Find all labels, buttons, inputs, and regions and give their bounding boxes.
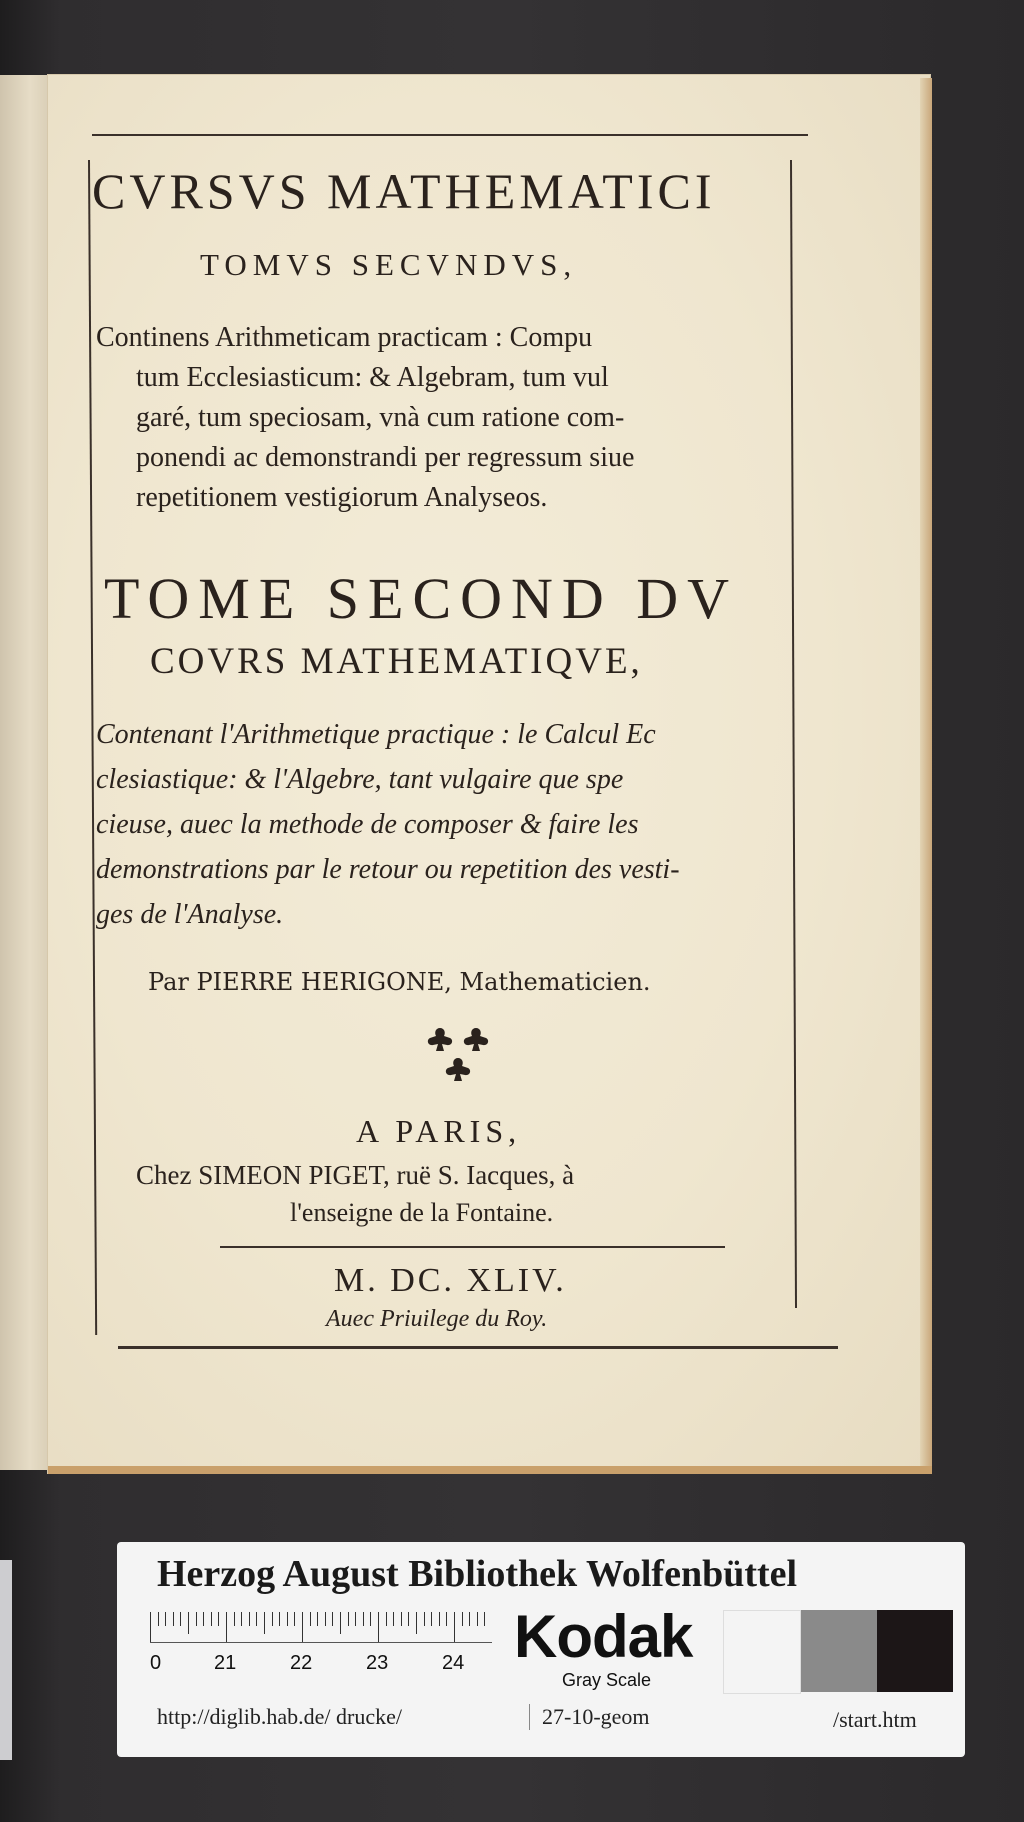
shelfmark-code: 27-10-geom — [529, 1704, 650, 1730]
source-url-suffix: /start.htm — [833, 1707, 917, 1732]
french-line: Contenant l'Arithmetique practique : le Calcul Ec — [96, 719, 656, 750]
ruler-tick — [408, 1612, 409, 1626]
swatch-white — [723, 1610, 801, 1694]
ruler-tick — [226, 1612, 227, 1642]
library-name: Herzog August Bibliothek Wolfenbüttel — [157, 1553, 798, 1595]
ruler-number: 0 — [150, 1652, 162, 1674]
ruler-number: 24 — [442, 1652, 465, 1674]
ruler-tick — [272, 1612, 273, 1626]
ruler-tick — [188, 1612, 189, 1634]
ruler-tick — [279, 1612, 280, 1626]
imprint-rule — [220, 1246, 725, 1248]
latin-description — [96, 318, 796, 518]
ruler-tick — [218, 1612, 219, 1626]
ruler-tick — [173, 1612, 174, 1626]
ruler-tick — [378, 1612, 379, 1642]
ruler-tick — [294, 1612, 295, 1626]
ruler-tick — [332, 1612, 333, 1626]
ruler-number: 23 — [366, 1652, 389, 1674]
imprint-date: M. DC. XLIV. — [334, 1262, 567, 1299]
french-line: ges de l'Analyse. — [96, 899, 284, 930]
gray-swatches — [723, 1610, 953, 1692]
french-subtitle: COVRS MATHEMATIQVE, — [150, 641, 643, 682]
ruler-tick — [249, 1612, 250, 1626]
ruler-tick — [310, 1612, 311, 1626]
french-description — [96, 712, 796, 937]
source-url: http://diglib.hab.de/ drucke/ — [157, 1704, 403, 1729]
ruler-tick — [393, 1612, 394, 1626]
latin-line: ponendi ac demonstrandi per regressum siue — [136, 442, 635, 473]
author-line: Par PIERRE HERIGONE, Mathematicien. — [148, 968, 651, 996]
fleuron-ornament-icon — [420, 1020, 500, 1090]
latin-volume: TOMVS SECVNDVS, — [200, 247, 578, 282]
ruler-tick — [416, 1612, 417, 1634]
ruler-tick — [180, 1612, 181, 1626]
latin-line: tum Ecclesiasticum: & Algebram, tum vul — [136, 362, 609, 393]
imprint-printer: Chez SIMEON PIGET, ruë S. Iacques, à — [136, 1160, 575, 1190]
ruler-tick — [386, 1612, 387, 1626]
gray-scale-label: Gray Scale — [562, 1670, 652, 1690]
swatch-black — [877, 1610, 953, 1692]
page-fore-edge — [920, 78, 932, 1473]
ruler-tick — [348, 1612, 349, 1626]
ruler-tick — [363, 1612, 364, 1626]
top-rule — [92, 134, 808, 136]
ruler-tick — [196, 1612, 197, 1626]
ruler-tick — [302, 1612, 303, 1642]
latin-line: repetitionem vestigiorum Analyseos. — [136, 482, 548, 513]
ruler-tick — [158, 1612, 159, 1626]
ruler-tick — [325, 1612, 326, 1626]
ruler-tick — [264, 1612, 265, 1634]
ruler-baseline — [150, 1642, 492, 1643]
swatch-gray — [801, 1610, 877, 1692]
ruler-tick — [424, 1612, 425, 1626]
adjacent-leaf-edge — [0, 75, 52, 1470]
french-title: TOME SECOND DV — [104, 566, 739, 631]
french-line: clesiastique: & l'Algebre, tant vulgaire que spe — [96, 764, 624, 795]
ruler-tick — [454, 1612, 455, 1642]
ruler-tick — [446, 1612, 447, 1626]
ruler-tick — [241, 1612, 242, 1626]
ruler-tick — [370, 1612, 371, 1626]
ruler-number: 21 — [214, 1652, 237, 1674]
ruler-tick — [234, 1612, 235, 1626]
french-line: demonstrations par le retour ou repetition des vesti- — [96, 854, 680, 885]
page-bottom-edge — [48, 1466, 932, 1474]
latin-line: garé, tum speciosam, vnà cum ratione com- — [136, 402, 625, 433]
ruler-tick — [469, 1612, 470, 1626]
ruler-tick — [150, 1612, 151, 1642]
ruler-tick — [287, 1612, 288, 1626]
ruler-tick — [340, 1612, 341, 1634]
latin-title: CVRSVS MATHEMATICI — [92, 163, 716, 219]
ruler-tick — [401, 1612, 402, 1626]
color-target-card — [117, 1542, 965, 1757]
ruler-tick — [165, 1612, 166, 1626]
imprint-sign: l'enseigne de la Fontaine. — [290, 1198, 554, 1227]
ruler-tick — [462, 1612, 463, 1626]
ruler-tick — [484, 1612, 485, 1626]
ruler-tick — [317, 1612, 318, 1626]
scale-ruler — [150, 1612, 492, 1674]
adjacent-card-edge — [0, 1560, 12, 1760]
ruler-number: 22 — [290, 1652, 313, 1674]
ruler-tick — [439, 1612, 440, 1626]
ruler-tick — [203, 1612, 204, 1626]
latin-line: Continens Arithmeticam practicam : Compu — [96, 322, 593, 353]
imprint-place: A PARIS, — [356, 1113, 522, 1149]
bottom-rule — [118, 1346, 838, 1349]
kodak-logo: Kodak — [514, 1603, 693, 1670]
ruler-tick — [256, 1612, 257, 1626]
ruler-tick — [355, 1612, 356, 1626]
ruler-tick — [431, 1612, 432, 1626]
french-line: cieuse, auec la methode de composer & faire les — [96, 809, 639, 840]
privilege-line: Auec Priuilege du Roy. — [326, 1306, 548, 1332]
ruler-tick — [477, 1612, 478, 1626]
ruler-tick — [211, 1612, 212, 1626]
